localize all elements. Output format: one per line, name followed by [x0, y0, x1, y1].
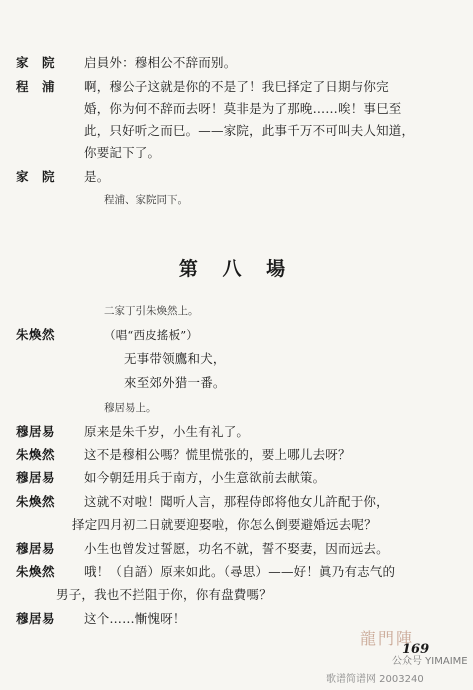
- dialogue-4-text: 这就不对啦！聞听人言，那程侍郎将他女儿許配于你，: [84, 494, 389, 509]
- line-6-text: 是。: [84, 169, 110, 184]
- watermark-site: 公众号 YIMAIME: [392, 656, 468, 667]
- line-1-text: 启員外：穆相公不辞而别。: [84, 55, 237, 70]
- line-2-speaker: 程 浦: [16, 79, 56, 94]
- line-3-text: 婚，你为何不辞而去呀！莫非是为了那晚……唉！事巳至: [84, 101, 402, 116]
- aria-line-2: 來至郊外猎一番。: [124, 375, 226, 390]
- page-number: 169: [402, 642, 430, 657]
- dialogue-3-speaker: 穆居易: [16, 470, 56, 485]
- line-2-text: 啊，穆公子这就是你的不是了！我巳择定了日期与你完: [84, 79, 389, 94]
- dialogue-6-text: 小生也曾发过誓愿，功名不就，誓不娶妻，因而远去。: [84, 541, 389, 556]
- stage-direction-enter-1: 二家丁引朱煥然上。: [104, 305, 199, 317]
- dialogue-9-speaker: 穆居易: [16, 611, 56, 626]
- dialogue-5-text: 择定四月初二日就要迎娶啦，你怎么倒要避婚远去呢？: [72, 517, 377, 532]
- dialogue-4-speaker: 朱煥然: [16, 494, 56, 509]
- dialogue-1-speaker: 穆居易: [16, 424, 56, 439]
- dialogue-3-text: 如今朝廷用兵于南方，小生意欲前去献策。: [84, 470, 326, 485]
- line-1-speaker: 家 院: [16, 55, 56, 70]
- dialogue-1-text: 原来是朱千岁，小生有礼了。: [84, 424, 250, 439]
- aria-speaker: 朱煥然: [16, 327, 56, 342]
- dialogue-7-speaker: 朱煥然: [16, 564, 56, 579]
- line-5-text: 你要記下了。: [84, 145, 161, 160]
- aria-label: （唱“西皮搖板”）: [104, 328, 199, 342]
- watermark-source: 歌谱简谱网 2003240: [326, 674, 424, 685]
- line-4-text: 此，只好听之而巳。——家院，此事千万不可叫夫人知道，: [84, 123, 415, 138]
- dialogue-7-text: 哦！（自語）原来如此。（尋思）——好！眞乃有志气的: [84, 564, 396, 579]
- scene-title: 第 八 場: [178, 258, 295, 280]
- stage-direction-exit: 程浦、家院同下。: [104, 194, 188, 206]
- dialogue-2-speaker: 朱煥然: [16, 447, 56, 462]
- dialogue-8-text: 男子，我也不拦阻于你，你有盘費嗎？: [56, 587, 272, 602]
- dialogue-6-speaker: 穆居易: [16, 541, 56, 556]
- line-6-speaker: 家 院: [16, 169, 56, 184]
- aria-line-1: 无事带领鷹和犬，: [124, 351, 226, 366]
- dialogue-2-text: 这不是穆相公嗎？慌里慌张的，要上哪儿去呀？: [84, 447, 351, 462]
- watermark-logo: 龍門陣: [360, 629, 415, 648]
- dialogue-9-text: 这个……慚愧呀！: [84, 611, 186, 626]
- stage-direction-enter-2: 穆居易上。: [104, 402, 157, 414]
